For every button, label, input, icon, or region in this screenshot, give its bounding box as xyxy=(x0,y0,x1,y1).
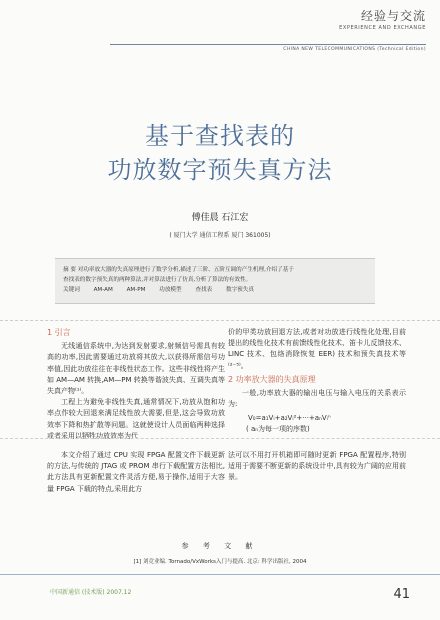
intro-heading: 1 引言 xyxy=(47,328,71,337)
affiliation: ( 厦门大学 通信工程系 厦门 361005) xyxy=(169,232,271,239)
reference-item: [1] 刘竞业编. Tornado/VxWorks入门与提高. 北京: 科学出版社, 2004 xyxy=(133,559,307,565)
keywords-label: 关键词 xyxy=(63,287,80,293)
keyword: 数字预失真 xyxy=(225,287,254,293)
section2-paragraph: 一般,功率放大器的输出电压与输入电压的关系表示为: xyxy=(228,389,406,409)
abstract-line1: 摘 要 对功率放大器的失真原理进行了数学分析,描述了三阶、五阶互调的产生机理,介绍了基于 xyxy=(63,267,294,273)
abstract-line2: 查找表的数字预失真的两种算法,并对算法进行了仿真,分析了算法的有效性。 xyxy=(63,277,252,283)
lower-left-paragraph: 本文介绍了通过 CPU 实现 FPGA 配置文件下载更新的方法,与传统的 JTAG 或 PROM 串行下载配置方法相比,此方法具有更新配置文件灵活方便,易于操作,适用于大容量 FPGA 下载的特点,采用此方 xyxy=(47,451,225,493)
keyword: AM-PM xyxy=(126,287,146,293)
section2-heading: 2 功率放大器的失真原理 xyxy=(228,374,316,384)
section-divider xyxy=(0,438,440,439)
keyword: AM-AM xyxy=(93,287,113,293)
header-divider xyxy=(110,44,426,45)
section-title: 经验与交流 xyxy=(360,9,426,23)
page-number: 41 xyxy=(393,587,410,602)
lower-right-paragraph: 法可以不用打开机箱即可随时更新 FPGA 配置程序,特别适用于需要不断更新的系统设计中,具有较为广阔的应用前景。 xyxy=(228,451,406,482)
article-title-line1: 基于查找表的 xyxy=(145,122,295,150)
body-divider xyxy=(0,320,440,321)
article-title-line2: 功放数字预失真方法 xyxy=(107,156,333,184)
keyword: 功放模型 xyxy=(159,287,182,293)
formula: V₀=a₁Vᵢ+a₂Vᵢ²+···+aₙVᵢⁿ xyxy=(248,414,331,423)
footer-divider xyxy=(0,574,440,575)
keyword: 查找表 xyxy=(195,287,213,293)
journal-name-en: CHINA NEW TELECOMMUNICATIONS (Technical Edition) xyxy=(283,47,426,52)
footer-journal: 中国新通信 (技术版) 2007.12 xyxy=(50,589,132,596)
journal-header xyxy=(339,7,426,31)
left-column xyxy=(47,327,225,442)
right-paragraph-1: 价的甲类功放回退方法,或者对功放进行线性化处理,目前提出的线性化技术有前馈线性化技术、笛卡儿反馈技术、LINC 技术、包络消除恢复 EER) 技术和预失真技术等⁽²⁻⁵⁾。 xyxy=(228,328,406,370)
section-subtitle: EXPERIENCE AND EXCHANGE xyxy=(339,25,426,31)
keywords-row xyxy=(63,285,367,295)
intro-paragraph-2: 工程上为避免非线性失真,通常情况下,功放从饱和功率点作较大回退来满足线性放大需要,但是,这会导致功放效率下降和热扩散等问题。这就使设计人员面临两种选择或者采用以牺牲功放效率为代 xyxy=(47,398,225,440)
references-title: 参 考 文 献 xyxy=(181,542,259,550)
right-column xyxy=(228,327,406,436)
authors: 傅佳晨 石江宏 xyxy=(191,213,249,223)
formula-note: ( aₙ为每一项的序数) xyxy=(246,425,310,434)
abstract-box xyxy=(55,258,375,304)
intro-paragraph-1: 无线通信系统中,为达到发射要求,射频信号需具有较高的功率,因此需要通过功放将其放大,以获得所需信号功率值,因此功放往往在非线性状态工作。这些非线性将产生如 AM—AM 转换,AM—PM 转换等谐波失真、互调失真等失真产物⁽¹⁾。 xyxy=(47,342,225,396)
